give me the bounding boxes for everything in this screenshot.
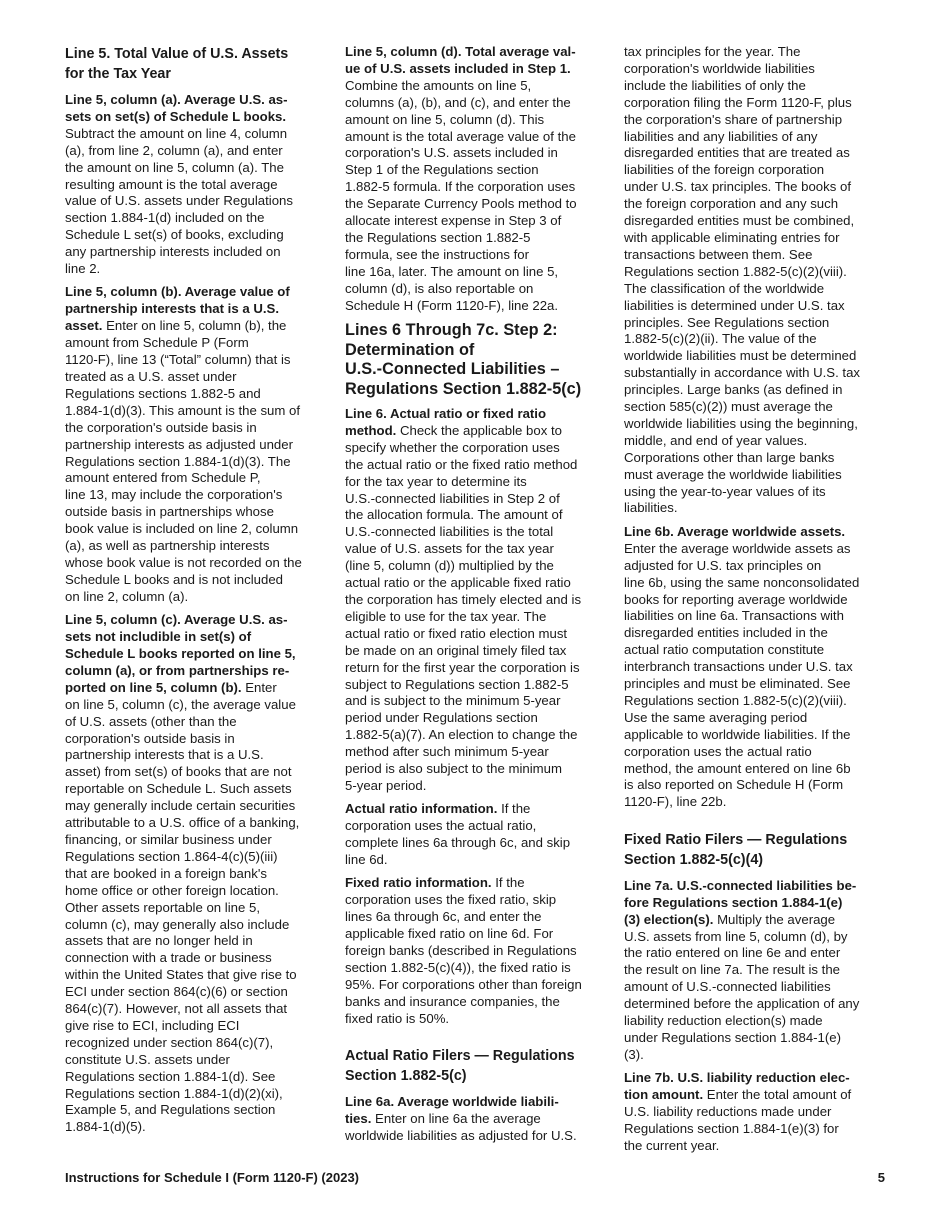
paragraph-line7a [624, 878, 888, 1064]
paragraph-line6b [624, 524, 888, 811]
paragraph-text: Enter on line 6a the average worldwide liabilities as adjusted for U.S. [345, 1111, 577, 1143]
section-heading-fixed-ratio-filers: Fixed Ratio Filers — Regulations Section 1.882-5(c)(4) [624, 831, 848, 868]
column-middle [345, 44, 609, 1151]
paragraph-text: Check the applicable box to specify whether the corporation uses the actual ratio or the fixed ratio method for the tax year to determine its U.S.-connected liabilities in Step 2 of the allocation formula. The amount of U.S.-connected liabilities is the total value of U.S. assets for the tax year (line 5, column (d)) multiplied by the actual ratio or the applicable fixed ratio the corporation has timely elected and is eligible to use for the tax year. The actual ratio or fixed ratio election must be made on an original timely filed tax return for the first year the corporation is subject to Regulations section 1.882-5 and is subject to the minimum 5-year period under Regulations section 1.882-5(a)(7). An election to change the method after such minimum 5-year period is also subject to the minimum 5-year period. [345, 422, 582, 793]
paragraph-text: If the corporation uses the actual ratio, complete lines 6a through 6c, and skip line 6d. [345, 801, 571, 868]
paragraph-text: Enter the average worldwide assets as adjusted for U.S. tax principles on line 6b, using the same nonconsolidated books for reporting average worldwide liabilities on line 6a. Transactions with disregarded entities included in the actual ratio computation constitute interbranch transactions under U.S. tax principles and must be eliminated. See Regulations section 1.882-5(c)(2)(viii). Use the same averaging period applicable to worldwide liabilities. If the corporation uses the actual ratio method, the amount entered on line 6b is also reported on Schedule H (Form 1120-F), line 22b. [624, 540, 860, 810]
paragraph-text: Enter on line 5, column (b), the amount from Schedule P (Form 1120-F), line 13 (“Total” column) that is treated as a U.S. asset under Regulations sections 1.882-5 and 1.884-1(d)(3). This amount is the sum of the corporation's outside basis in partnership interests as adjusted under Regulations section 1.884-1(d)(3). The amount entered from Schedule P, line 13, may include the corporation's outside basis in partnerships whose book value is included on line 2, column (a), as well as partnership interests whose book value is not recorded on the Schedule L books and is not included on line 2, column (a). [65, 318, 302, 604]
paragraph-text: Combine the amounts on line 5, columns (a), (b), and (c), and enter the amount on line 5, column (d). This amount is the total average value of the corporation's U.S. assets included in Step 1 of the Regulations section 1.882-5 formula. If the corporation uses the Separate Currency Pools method to allocate interest expense in Step 3 of the Regulations section 1.882-5 formula, see the instructions for line 16a, later. The amount on line 5, column (d), is also reportable on Schedule H (Form 1120-F), line 22a. [345, 77, 577, 313]
paragraph-line5a [65, 92, 329, 278]
paragraph-line6a [345, 1094, 609, 1145]
footer-title: Instructions for Schedule I (Form 1120-F) (2023) [65, 1170, 360, 1185]
run-in-heading: Line 5, column (c). Average U.S. as- sets not includible in set(s) of Schedule L books reported on line 5, column (a), or from partnerships re- ported on line 5, column (b). [65, 612, 296, 695]
paragraph-line5c [65, 612, 329, 1136]
run-in-heading: Line 5, column (d). Total average val- ue of U.S. assets included in Step 1. [345, 44, 576, 76]
paragraph-text: Multiply the average U.S. assets from line 5, column (d), by the ratio entered on line 6e and enter the result on line 7a. The result is the amount of U.S.-connected liabilities determined before the application of any liability reduction election(s) made under Regulations section 1.884-1(e) (3). [624, 911, 860, 1062]
column-left [65, 44, 329, 1143]
section-heading-line5: Line 5. Total Value of U.S. Assets for the Tax Year [65, 46, 289, 82]
paragraph-text: Subtract the amount on line 4, column (a), from line 2, column (a), and enter the amount on line 5, column (a). The resulting amount is the total average value of U.S. assets under Regulations section 1.884-1(d) included on the Schedule L set(s) of books, excluding any partnership interests included on line 2. [65, 125, 293, 277]
run-in-heading: Line 5, column (b). Average value of partnership interests that is a U.S. asset. [65, 284, 290, 334]
paragraph-line6 [345, 406, 609, 795]
page-number: 5 [877, 1170, 885, 1185]
paragraph-line7b [624, 1070, 888, 1155]
paragraph-line6a-continued: tax principles for the year. The corporation's worldwide liabilities include the liabilities of only the corporation filing the Form 1120-F, plus the corporation's share of partnership liabilities and any liabilities of any disregarded entities that are treated as liabilities of the foreign corporation under U.S. tax principles. The books of the foreign corporation and any such disregarded entities must be combined, with applicable eliminating entries for transactions between them. See Regulations section 1.882-5(c)(2)(viii). The classification of the worldwide liabilities is determined under U.S. tax principles. See Regulations section 1.882-5(c)(2)(ii). The value of the worldwide liabilities must be determined substantially in accordance with U.S. tax principles. Large banks (as defined in section 585(c)(2)) must average the worldwide liabilities using the beginning, middle, and end of year values. Corporations other than large banks must average the worldwide liabilities using the year-to-year values of its liabilities. [624, 44, 861, 516]
run-in-heading: Line 6. Actual ratio or fixed ratio method. [345, 406, 547, 438]
paragraph-text: Enter the total amount of U.S. liability reductions made under Regulations section 1.884-1(e)(3) for the current year. [624, 1087, 852, 1153]
column-right [624, 44, 888, 1161]
paragraph-line5d [345, 44, 609, 315]
run-in-heading: Line 6a. Average worldwide liabili- ties. [345, 1094, 559, 1127]
run-in-heading: Line 6b. Average worldwide assets. [624, 523, 846, 539]
run-in-heading: Line 7a. U.S.-connected liabilities be- fore Regulations section 1.884-1(e) (3) election(s). [624, 877, 857, 927]
section-heading-actual-ratio-filers: Actual Ratio Filers — Regulations Section 1.882-5(c) [345, 1048, 575, 1085]
run-in-heading: Line 5, column (a). Average U.S. as- sets on set(s) of Schedule L books. [65, 92, 288, 124]
paragraph-fixed-ratio-info [345, 875, 609, 1027]
run-in-heading: Fixed ratio information. [345, 875, 492, 891]
run-in-heading: Actual ratio information. [345, 801, 498, 817]
paragraph-actual-ratio-info [345, 801, 609, 869]
paragraph-text: Enter on line 5, column (c), the average value of U.S. assets (other than the corporation's outside basis in partnership interests that is a U.S. asset) from set(s) of books that are not reportable on Schedule L. Such assets may generally include certain securities attributable to a U.S. office of a banking, financing, or similar business under Regulations section 1.864-4(c)(5)(iii) that are booked in a foreign bank's home office or other foreign location. Other assets reportable on line 5, column (c), may generally also include assets that are no longer held in connection with a trade or business within the United States that give rise to ECI under section 864(c)(6) or section 864(c)(7). However, not all assets that give rise to ECI, including ECI recognized under section 864(c)(7), constitute U.S. assets under Regulations section 1.884-1(d). See Regulations section 1.884-1(d)(2)(xi), Example 5, and Regulations section 1.884-1(d)(5). [65, 679, 300, 1135]
run-in-heading: Line 7b. U.S. liability reduction elec- tion amount. [624, 1070, 850, 1103]
spacer [345, 1034, 609, 1046]
spacer [624, 818, 888, 830]
section-heading-step2: Lines 6 Through 7c. Step 2: Determination of U.S.-Connected Liabilities – Regulations Section 1.882-5(c) [345, 321, 582, 398]
paragraph-line5b [65, 284, 329, 605]
paragraph-text: If the corporation uses the fixed ratio, skip lines 6a through 6c, and enter the applicable fixed ratio on line 6d. For foreign banks (described in Regulations section 1.882-5(c)(4)), the fixed ratio is 95%. For corporations other than foreign banks and insurance companies, the fixed ratio is 50%. [345, 875, 582, 1026]
